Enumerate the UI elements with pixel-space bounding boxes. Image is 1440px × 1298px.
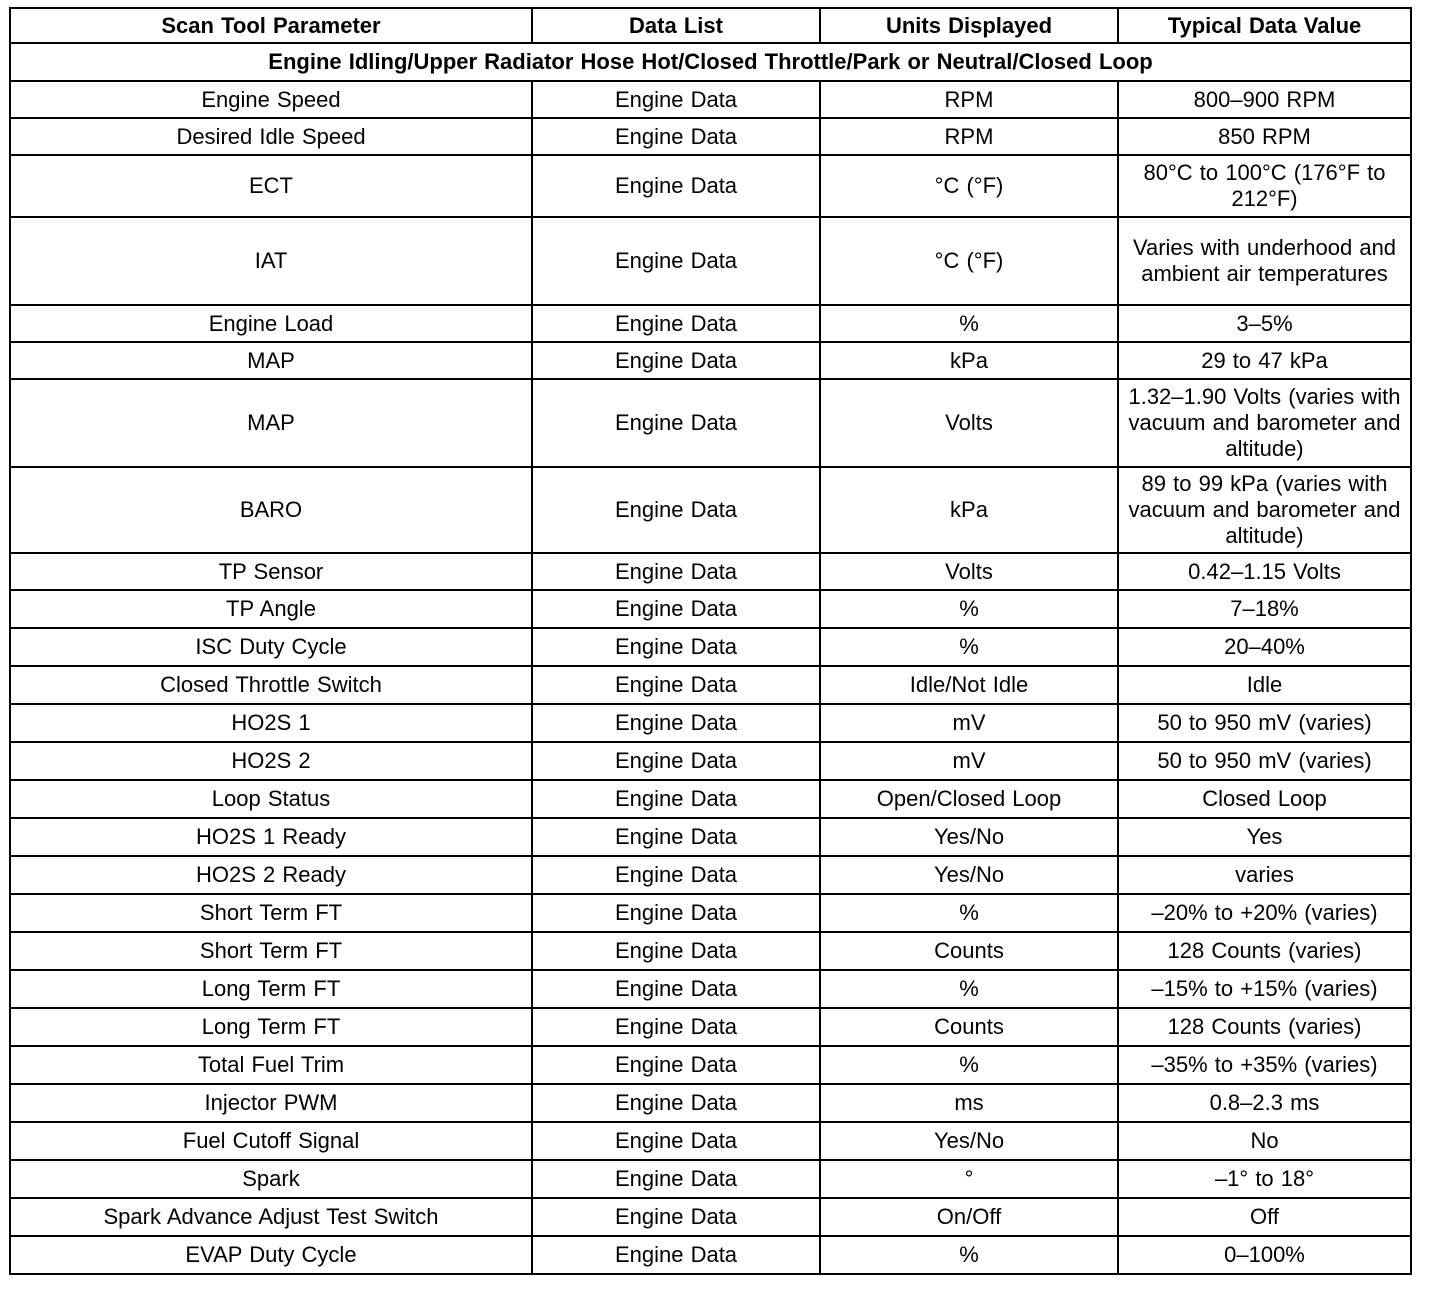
table-row bbox=[10, 780, 1411, 818]
table-row bbox=[10, 628, 1411, 666]
units-cell: Idle/Not Idle bbox=[820, 666, 1118, 704]
header-data-list: Data List bbox=[532, 8, 820, 43]
units-cell: mV bbox=[820, 742, 1118, 780]
parameter-cell: Short Term FT bbox=[10, 894, 532, 932]
table-row bbox=[10, 1160, 1411, 1198]
parameter-cell: ISC Duty Cycle bbox=[10, 628, 532, 666]
data-list-cell: Engine Data bbox=[532, 932, 820, 970]
table-header-row bbox=[10, 8, 1411, 43]
typical-value-cell: 7–18% bbox=[1118, 590, 1411, 628]
data-list-cell: Engine Data bbox=[532, 467, 820, 553]
table-row bbox=[10, 1122, 1411, 1160]
typical-value-cell: 50 to 950 mV (varies) bbox=[1118, 742, 1411, 780]
table-row bbox=[10, 1236, 1411, 1274]
units-cell: mV bbox=[820, 704, 1118, 742]
parameter-cell: BARO bbox=[10, 467, 532, 553]
data-list-cell: Engine Data bbox=[532, 894, 820, 932]
table-row bbox=[10, 155, 1411, 217]
table-row bbox=[10, 553, 1411, 590]
units-cell: °C (°F) bbox=[820, 155, 1118, 217]
parameter-cell: Spark bbox=[10, 1160, 532, 1198]
table-row bbox=[10, 118, 1411, 155]
data-list-cell: Engine Data bbox=[532, 970, 820, 1008]
data-list-cell: Engine Data bbox=[532, 780, 820, 818]
units-cell: % bbox=[820, 305, 1118, 342]
typical-value-cell: 80°C to 100°C (176°F to 212°F) bbox=[1118, 155, 1411, 217]
scan-tool-data-sheet bbox=[9, 7, 1412, 1275]
units-cell: Volts bbox=[820, 379, 1118, 467]
parameter-cell: Fuel Cutoff Signal bbox=[10, 1122, 532, 1160]
units-cell: °C (°F) bbox=[820, 217, 1118, 305]
typical-value-cell: No bbox=[1118, 1122, 1411, 1160]
typical-value-cell: 89 to 99 kPa (varies with vacuum and barometer and altitude) bbox=[1118, 467, 1411, 553]
units-cell: % bbox=[820, 894, 1118, 932]
units-cell: Yes/No bbox=[820, 1122, 1118, 1160]
data-list-cell: Engine Data bbox=[532, 81, 820, 118]
parameter-cell: Injector PWM bbox=[10, 1084, 532, 1122]
table-row bbox=[10, 1046, 1411, 1084]
data-list-cell: Engine Data bbox=[532, 704, 820, 742]
typical-value-cell: 0.8–2.3 ms bbox=[1118, 1084, 1411, 1122]
table-row bbox=[10, 590, 1411, 628]
units-cell: kPa bbox=[820, 467, 1118, 553]
typical-value-cell: 50 to 950 mV (varies) bbox=[1118, 704, 1411, 742]
parameter-cell: ECT bbox=[10, 155, 532, 217]
units-cell: % bbox=[820, 628, 1118, 666]
data-list-cell: Engine Data bbox=[532, 342, 820, 379]
table-row bbox=[10, 742, 1411, 780]
data-list-cell: Engine Data bbox=[532, 856, 820, 894]
data-list-cell: Engine Data bbox=[532, 1198, 820, 1236]
parameter-cell: TP Angle bbox=[10, 590, 532, 628]
scan-tool-data-table bbox=[9, 7, 1412, 1275]
table-row bbox=[10, 856, 1411, 894]
table-row bbox=[10, 932, 1411, 970]
parameter-cell: EVAP Duty Cycle bbox=[10, 1236, 532, 1274]
table-row bbox=[10, 467, 1411, 553]
table-row bbox=[10, 1198, 1411, 1236]
typical-value-cell: 128 Counts (varies) bbox=[1118, 1008, 1411, 1046]
typical-value-cell: 800–900 RPM bbox=[1118, 81, 1411, 118]
typical-value-cell: –20% to +20% (varies) bbox=[1118, 894, 1411, 932]
units-cell: ms bbox=[820, 1084, 1118, 1122]
typical-value-cell: Closed Loop bbox=[1118, 780, 1411, 818]
table-row bbox=[10, 818, 1411, 856]
typical-value-cell: varies bbox=[1118, 856, 1411, 894]
parameter-cell: HO2S 2 bbox=[10, 742, 532, 780]
units-cell: Open/Closed Loop bbox=[820, 780, 1118, 818]
typical-value-cell: 0–100% bbox=[1118, 1236, 1411, 1274]
typical-value-cell: 1.32–1.90 Volts (varies with vacuum and barometer and altitude) bbox=[1118, 379, 1411, 467]
units-cell: Yes/No bbox=[820, 818, 1118, 856]
typical-value-cell: –35% to +35% (varies) bbox=[1118, 1046, 1411, 1084]
typical-value-cell: Off bbox=[1118, 1198, 1411, 1236]
data-list-cell: Engine Data bbox=[532, 1122, 820, 1160]
typical-value-cell: 128 Counts (varies) bbox=[1118, 932, 1411, 970]
data-list-cell: Engine Data bbox=[532, 1236, 820, 1274]
table-row bbox=[10, 217, 1411, 305]
table-row bbox=[10, 305, 1411, 342]
data-list-cell: Engine Data bbox=[532, 553, 820, 590]
typical-value-cell: Yes bbox=[1118, 818, 1411, 856]
section-row bbox=[10, 43, 1411, 81]
data-list-cell: Engine Data bbox=[532, 590, 820, 628]
data-list-cell: Engine Data bbox=[532, 1084, 820, 1122]
data-list-cell: Engine Data bbox=[532, 118, 820, 155]
parameter-cell: Engine Load bbox=[10, 305, 532, 342]
units-cell: On/Off bbox=[820, 1198, 1118, 1236]
units-cell: Counts bbox=[820, 1008, 1118, 1046]
typical-value-cell: 20–40% bbox=[1118, 628, 1411, 666]
table-row bbox=[10, 970, 1411, 1008]
units-cell: kPa bbox=[820, 342, 1118, 379]
data-list-cell: Engine Data bbox=[532, 818, 820, 856]
data-list-cell: Engine Data bbox=[532, 666, 820, 704]
units-cell: ° bbox=[820, 1160, 1118, 1198]
section-title: Engine Idling/Upper Radiator Hose Hot/Closed Throttle/Park or Neutral/Closed Loop bbox=[10, 43, 1411, 81]
units-cell: Volts bbox=[820, 553, 1118, 590]
data-list-cell: Engine Data bbox=[532, 1046, 820, 1084]
table-row bbox=[10, 379, 1411, 467]
typical-value-cell: Idle bbox=[1118, 666, 1411, 704]
table-row bbox=[10, 342, 1411, 379]
header-typical-data-value: Typical Data Value bbox=[1118, 8, 1411, 43]
data-list-cell: Engine Data bbox=[532, 1160, 820, 1198]
typical-value-cell: 850 RPM bbox=[1118, 118, 1411, 155]
data-list-cell: Engine Data bbox=[532, 379, 820, 467]
parameter-cell: MAP bbox=[10, 379, 532, 467]
parameter-cell: Long Term FT bbox=[10, 1008, 532, 1046]
units-cell: % bbox=[820, 970, 1118, 1008]
data-list-cell: Engine Data bbox=[532, 1008, 820, 1046]
header-units-displayed: Units Displayed bbox=[820, 8, 1118, 43]
typical-value-cell: –15% to +15% (varies) bbox=[1118, 970, 1411, 1008]
parameter-cell: HO2S 1 Ready bbox=[10, 818, 532, 856]
typical-value-cell: 0.42–1.15 Volts bbox=[1118, 553, 1411, 590]
parameter-cell: TP Sensor bbox=[10, 553, 532, 590]
parameter-cell: HO2S 1 bbox=[10, 704, 532, 742]
parameter-cell: Loop Status bbox=[10, 780, 532, 818]
table-row bbox=[10, 704, 1411, 742]
data-list-cell: Engine Data bbox=[532, 742, 820, 780]
units-cell: Counts bbox=[820, 932, 1118, 970]
table-row bbox=[10, 1008, 1411, 1046]
parameter-cell: Long Term FT bbox=[10, 970, 532, 1008]
parameter-cell: HO2S 2 Ready bbox=[10, 856, 532, 894]
typical-value-cell: 29 to 47 kPa bbox=[1118, 342, 1411, 379]
typical-value-cell: Varies with underhood and ambient air temperatures bbox=[1118, 217, 1411, 305]
parameter-cell: Spark Advance Adjust Test Switch bbox=[10, 1198, 532, 1236]
units-cell: % bbox=[820, 1236, 1118, 1274]
data-list-cell: Engine Data bbox=[532, 628, 820, 666]
parameter-cell: Desired Idle Speed bbox=[10, 118, 532, 155]
parameter-cell: Short Term FT bbox=[10, 932, 532, 970]
parameter-cell: Total Fuel Trim bbox=[10, 1046, 532, 1084]
units-cell: % bbox=[820, 590, 1118, 628]
table-row bbox=[10, 666, 1411, 704]
data-list-cell: Engine Data bbox=[532, 305, 820, 342]
units-cell: RPM bbox=[820, 118, 1118, 155]
parameter-cell: IAT bbox=[10, 217, 532, 305]
table-row bbox=[10, 81, 1411, 118]
header-scan-tool-parameter: Scan Tool Parameter bbox=[10, 8, 532, 43]
parameter-cell: MAP bbox=[10, 342, 532, 379]
table-row bbox=[10, 1084, 1411, 1122]
parameter-cell: Engine Speed bbox=[10, 81, 532, 118]
data-list-cell: Engine Data bbox=[532, 155, 820, 217]
typical-value-cell: 3–5% bbox=[1118, 305, 1411, 342]
units-cell: % bbox=[820, 1046, 1118, 1084]
typical-value-cell: –1° to 18° bbox=[1118, 1160, 1411, 1198]
units-cell: RPM bbox=[820, 81, 1118, 118]
data-list-cell: Engine Data bbox=[532, 217, 820, 305]
parameter-cell: Closed Throttle Switch bbox=[10, 666, 532, 704]
units-cell: Yes/No bbox=[820, 856, 1118, 894]
table-row bbox=[10, 894, 1411, 932]
